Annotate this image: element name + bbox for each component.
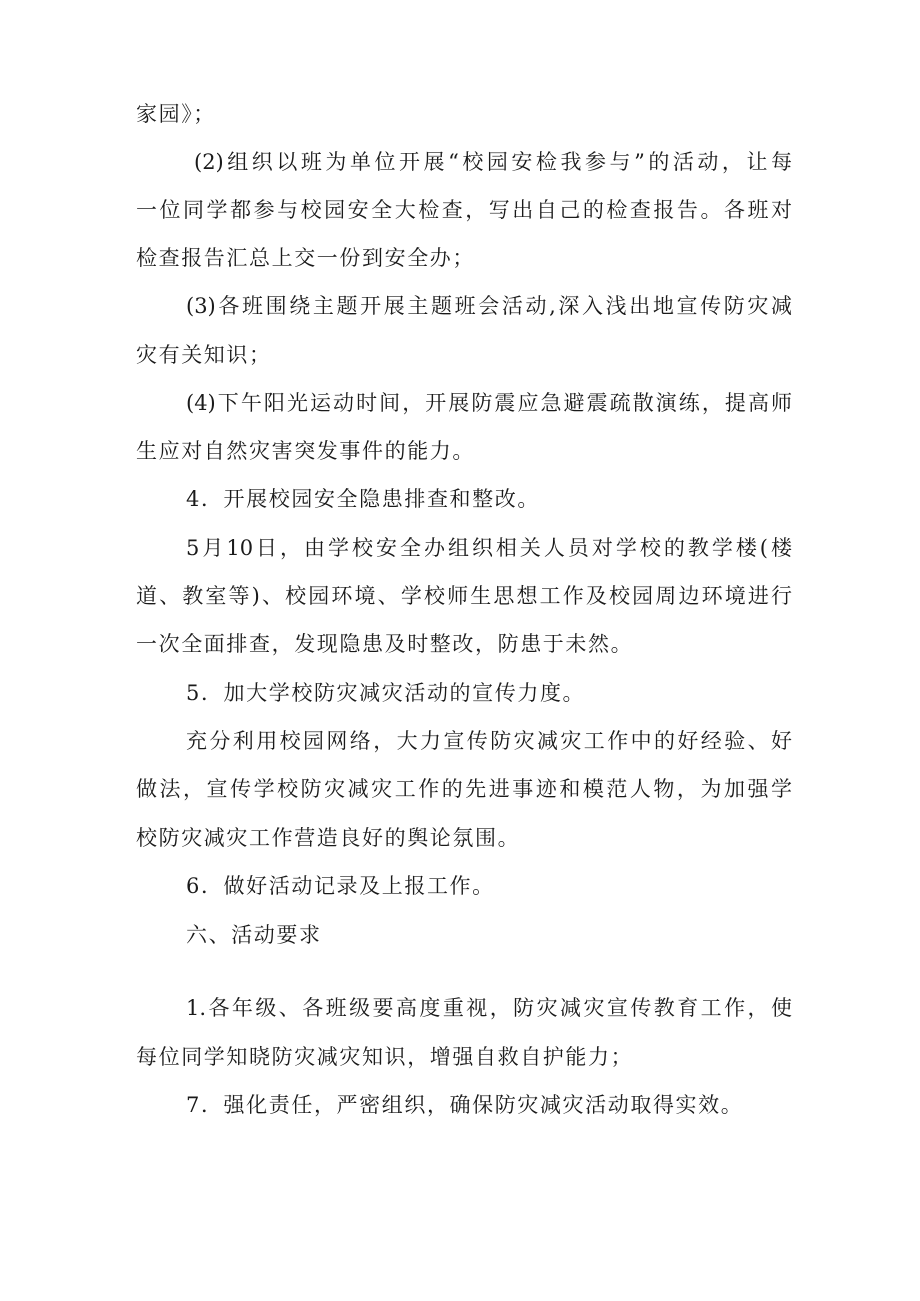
text-line: 1.各年级、各班级要高度重视，防灾减灾宣传教育工作，使 — [186, 996, 792, 1020]
section-heading: 4．开展校园安全隐患排查和整改。 — [186, 487, 540, 511]
text-line: 灾有关知识； — [136, 343, 272, 367]
text-line: (4)下午阳光运动时间，开展防震应急避震疏散演练，提高师 — [186, 391, 792, 415]
text-line: 每位同学知晓防灾减灾知识，增强自救自护能力； — [136, 1045, 634, 1069]
section-heading: 六、活动要求 — [186, 923, 322, 947]
text-line: 检查报告汇总上交一份到安全办； — [136, 246, 475, 270]
text-line: 道、教室等)、校园环境、学校师生思想工作及校园周边环境进行 — [136, 584, 792, 608]
text-line: 家园》； — [136, 102, 216, 126]
text-line: 一次全面排查，发现隐患及时整改，防患于未然。 — [136, 632, 634, 656]
text-line: (3)各班围绕主题开展主题班会活动,深入浅出地宣传防灾减 — [186, 294, 792, 318]
section-heading: 6．做好活动记录及上报工作。 — [186, 874, 495, 898]
text-line: 生应对自然灾害突发事件的能力。 — [136, 439, 475, 463]
section-heading: 7．强化责任，严密组织，确保防灾减灾活动取得实效。 — [186, 1093, 744, 1117]
text-line: 5月10日，由学校安全办组织相关人员对学校的教学楼(楼 — [186, 536, 792, 560]
section-heading: 5．加大学校防灾减灾活动的宣传力度。 — [186, 681, 586, 705]
text-line: (2)组织以班为单位开展“校园安检我参与”的活动，让每 — [194, 150, 792, 174]
text-line: 一位同学都参与校园安全大检查，写出自己的检查报告。各班对 — [136, 198, 792, 222]
text-line: 校防灾减灾工作营造良好的舆论氛围。 — [136, 826, 521, 850]
text-line: 充分利用校园网络，大力宣传防灾减灾工作中的好经验、好 — [186, 729, 792, 753]
text-line: 做法，宣传学校防灾减灾工作的先进事迹和模范人物，为加强学 — [136, 777, 792, 801]
